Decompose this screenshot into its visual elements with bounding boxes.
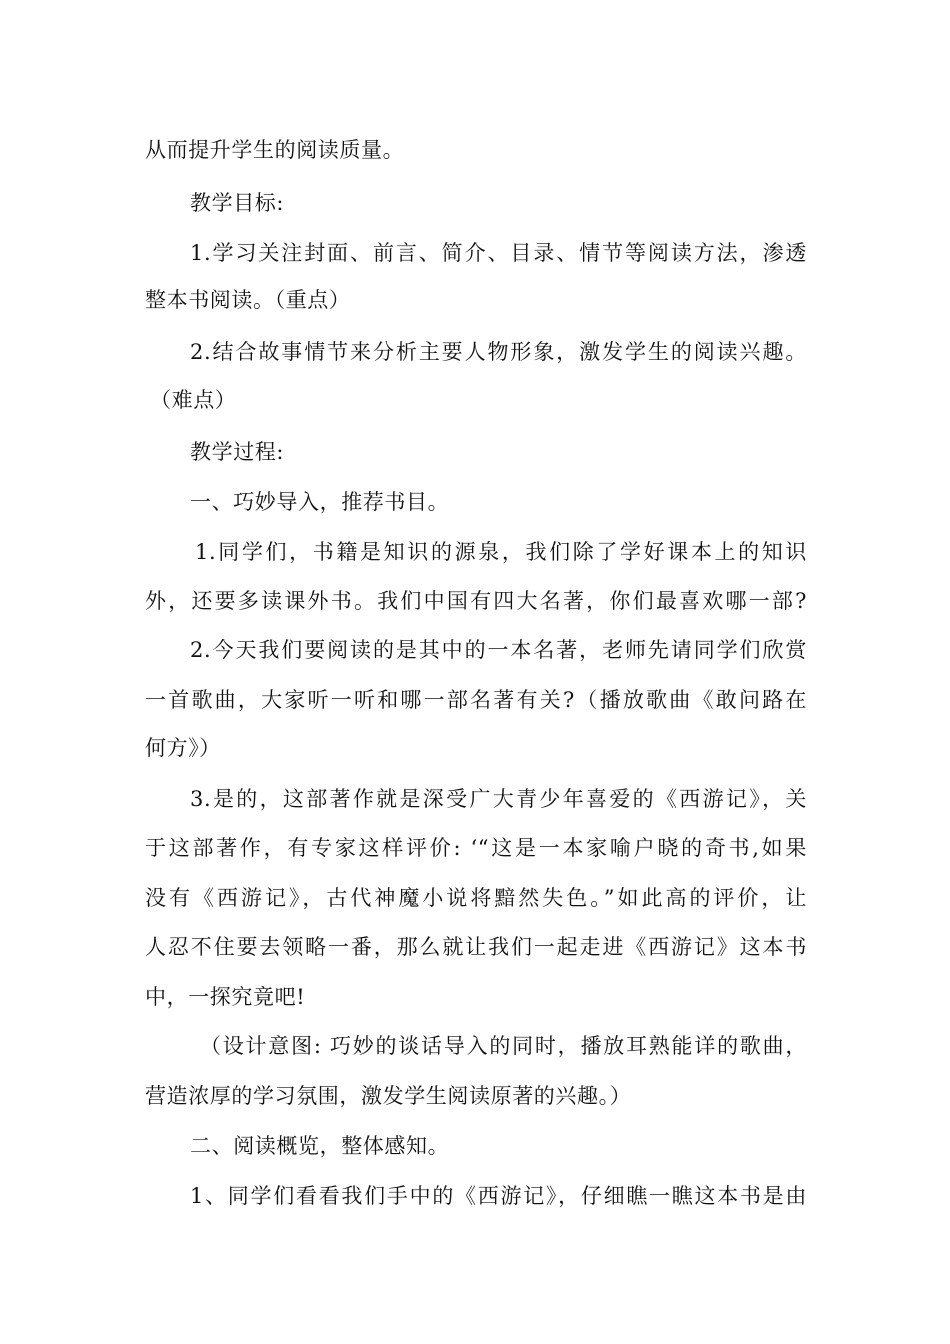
text-line: 1、同学们看看我们手中的《西游记》，仔细瞧一瞧这本书是由 [190, 1184, 807, 1208]
text-line: 1.学习关注封面、前言、简介、目录、情节等阅读方法，渗透 [190, 241, 807, 265]
text-line: 中，一探究竟吧! [145, 985, 306, 1009]
text-line: （设计意图: 巧妙的谈话导入的同时，播放耳熟能详的歌曲， [200, 1034, 807, 1058]
text-line: 一首歌曲，大家听一听和哪一部名著有关?（播放歌曲《敢问路在 [145, 688, 807, 712]
section-heading: 二、阅读概览，整体感知。 [190, 1134, 450, 1158]
text-line: 何方》） [145, 736, 221, 760]
text-line: 营造浓厚的学习氛围，激发学生阅读原著的兴趣。） [145, 1084, 632, 1108]
text-line: 3.是的，这部著作就是深受广大青少年喜爱的《西游记》，关 [190, 787, 807, 811]
text-line: 外，还要多读课外书。我们中国有四大名著，你们最喜欢哪一部? [145, 589, 807, 613]
text-line: 整本书阅读。（重点） [145, 288, 351, 312]
section-heading: 一、巧妙导入，推荐书目。 [190, 490, 450, 514]
text-line: （难点） [150, 388, 237, 412]
section-heading: 教学目标: [190, 191, 285, 215]
section-heading: 教学过程: [190, 440, 285, 464]
text-line: 于这部著作，有专家这样评价: ‘“这是一本家喻户晓的奇书,如果 [145, 836, 807, 860]
text-line: 2.今天我们要阅读的是其中的一本名著，老师先请同学们欣赏 [190, 638, 807, 662]
text-line: 1.同学们，书籍是知识的源泉，我们除了学好课本上的知识 [195, 540, 807, 564]
text-line: 没有《西游记》，古代神魔小说将黯然失色。”如此高的评价，让 [145, 886, 807, 910]
text-line: 人忍不住要去领略一番，那么就让我们一起走进《西游记》这本书 [145, 935, 807, 959]
text-line: 从而提升学生的阅读质量。 [145, 138, 405, 162]
text-line: 2.结合故事情节来分析主要人物形象，激发学生的阅读兴趣。 [190, 340, 807, 364]
